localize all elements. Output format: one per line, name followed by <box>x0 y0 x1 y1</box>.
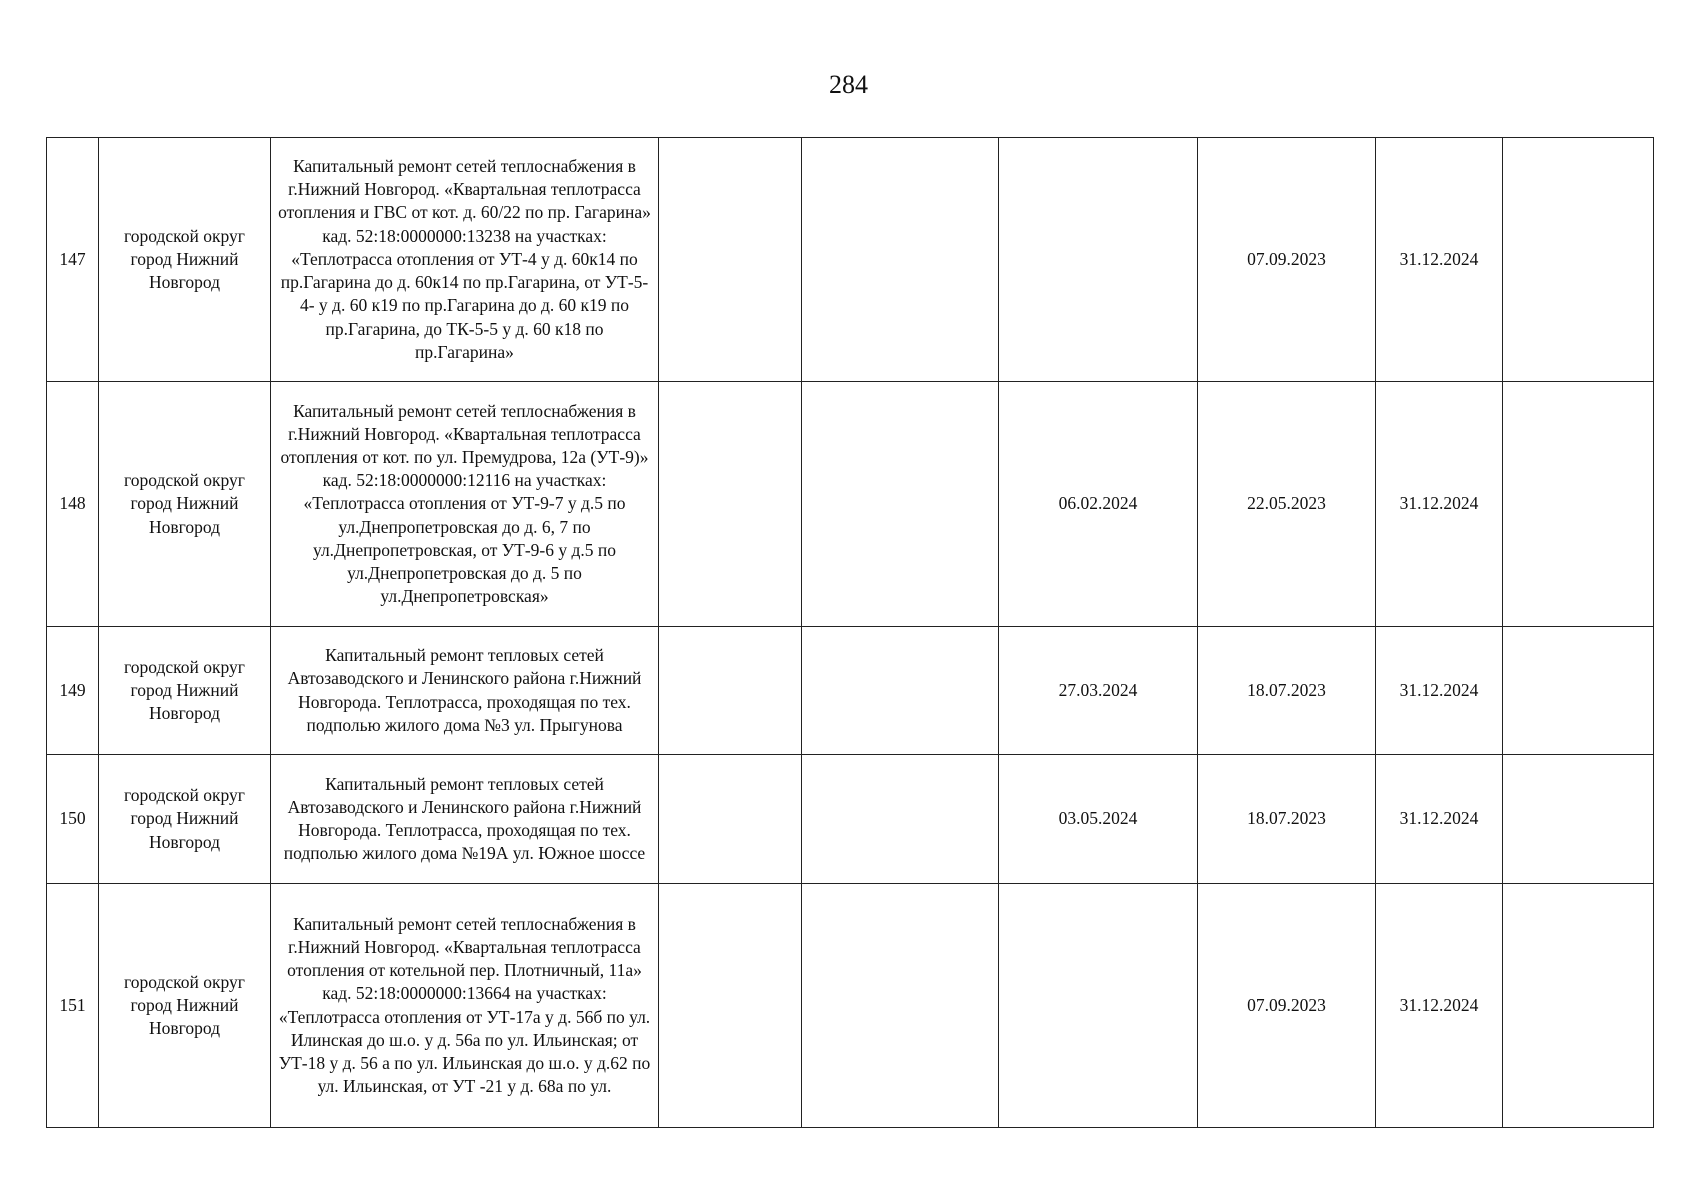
table-row <box>47 627 1654 755</box>
row-number: 151 <box>47 884 99 1128</box>
start-date-cell: 07.09.2023 <box>1198 884 1376 1128</box>
empty-cell <box>659 755 802 884</box>
row-number: 150 <box>47 755 99 884</box>
start-date-cell: 18.07.2023 <box>1198 627 1376 755</box>
end-date-cell: 31.12.2024 <box>1376 382 1503 627</box>
start-date-cell: 22.05.2023 <box>1198 382 1376 627</box>
empty-cell <box>802 138 999 382</box>
municipality-cell: городской округ город Нижний Новгород <box>99 382 271 627</box>
end-date-cell: 31.12.2024 <box>1376 755 1503 884</box>
description-cell: Капитальный ремонт сетей теплоснабжения в г.Нижний Новгород. «Квартальная теплотрасса отопления от котельной пер. Плотничный, 11а» кад. 52:18:0000000:13664 на участках: «Теплотрасса отопления от УТ-17а у д. 56б по ул. Илинская до ш.о. у д. 56а по ул. Ильинская; от УТ-18 у д. 56 а по ул. Ильинская до ш.о. у д.62 по ул. Ильинская, от УТ -21 у д. 68а по ул. <box>271 884 659 1128</box>
row-number: 149 <box>47 627 99 755</box>
date-cell <box>999 138 1198 382</box>
empty-cell <box>659 138 802 382</box>
description-cell: Капитальный ремонт сетей теплоснабжения в г.Нижний Новгород. «Квартальная теплотрасса отопления от кот. по ул. Премудрова, 12а (УТ-9)» кад. 52:18:0000000:12116 на участках: «Теплотрасса отопления от УТ-9-7 у д.5 по ул.Днепропетровская до д. 6, 7 по ул.Днепропетровская, от УТ-9-6 у д.5 по ул.Днепропетровская до д. 5 по ул.Днепропетровская» <box>271 382 659 627</box>
municipality-cell: городской округ город Нижний Новгород <box>99 884 271 1128</box>
municipality-cell: городской округ город Нижний Новгород <box>99 755 271 884</box>
row-number: 148 <box>47 382 99 627</box>
date-cell: 27.03.2024 <box>999 627 1198 755</box>
start-date-cell: 07.09.2023 <box>1198 138 1376 382</box>
start-date-cell: 18.07.2023 <box>1198 755 1376 884</box>
end-date-cell: 31.12.2024 <box>1376 627 1503 755</box>
empty-cell <box>1503 755 1654 884</box>
empty-cell <box>659 382 802 627</box>
table-row <box>47 884 1654 1128</box>
description-cell: Капитальный ремонт тепловых сетей Автозаводского и Ленинского района г.Нижний Новгорода. Теплотрасса, проходящая по тех. подполью жилого дома №3 ул. Прыгунова <box>271 627 659 755</box>
empty-cell <box>1503 138 1654 382</box>
table-row <box>47 138 1654 382</box>
page-number: 284 <box>829 70 868 99</box>
empty-cell <box>802 627 999 755</box>
end-date-cell: 31.12.2024 <box>1376 138 1503 382</box>
table-row <box>47 755 1654 884</box>
municipality-cell: городской округ город Нижний Новгород <box>99 627 271 755</box>
works-table <box>46 137 1654 1128</box>
empty-cell <box>1503 627 1654 755</box>
end-date-cell: 31.12.2024 <box>1376 884 1503 1128</box>
empty-cell <box>802 755 999 884</box>
description-cell: Капитальный ремонт сетей теплоснабжения в г.Нижний Новгород. «Квартальная теплотрасса отопления и ГВС от кот. д. 60/22 по пр. Гагарина» кад. 52:18:0000000:13238 на участках: «Теплотрасса отопления от УТ-4 у д. 60к14 по пр.Гагарина до д. 60к14 по пр.Гагарина, от УТ-5-4- у д. 60 к19 по пр.Гагарина до д. 60 к19 по пр.Гагарина, до ТК-5-5 у д. 60 к18 по пр.Гагарина» <box>271 138 659 382</box>
row-number: 147 <box>47 138 99 382</box>
empty-cell <box>659 627 802 755</box>
table-row <box>47 382 1654 627</box>
empty-cell <box>1503 382 1654 627</box>
empty-cell <box>802 884 999 1128</box>
date-cell: 03.05.2024 <box>999 755 1198 884</box>
empty-cell <box>802 382 999 627</box>
date-cell <box>999 884 1198 1128</box>
empty-cell <box>1503 884 1654 1128</box>
date-cell: 06.02.2024 <box>999 382 1198 627</box>
empty-cell <box>659 884 802 1128</box>
description-cell: Капитальный ремонт тепловых сетей Автозаводского и Ленинского района г.Нижний Новгорода. Теплотрасса, проходящая по тех. подполью жилого дома №19А ул. Южное шоссе <box>271 755 659 884</box>
municipality-cell: городской округ город Нижний Новгород <box>99 138 271 382</box>
